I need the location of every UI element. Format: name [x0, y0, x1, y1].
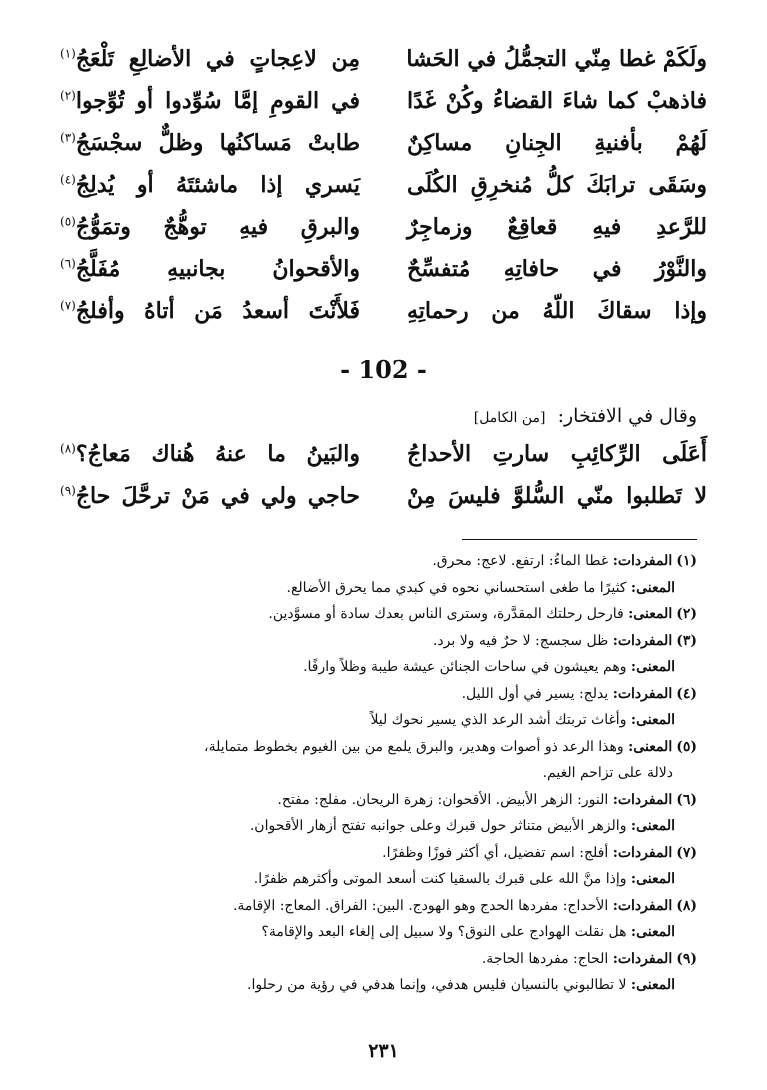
verse-line [60, 126, 707, 162]
verse-line [60, 437, 707, 473]
meter-label: [من الكامل] [473, 410, 546, 426]
footnote-entry: المعنى: وهم يعيشون في ساحات الجنائن عيشة طيبة وظلاً وارفًا. [303, 659, 675, 675]
verse-first-hemistich: وإذا سقاكَ اللّهُ من رحماتِهِ [407, 298, 707, 324]
verse-first-hemistich: ولَكَمْ غطا مِنّي التجمُّلُ في الحَشا [406, 46, 707, 72]
footnote-marker: (٥) [60, 214, 76, 229]
footnote-entry: (١)المفردات: غطا الماءُ: ارتفع. لاعج: محرق. [432, 553, 697, 569]
verse-second-hemistich: والبرقِ فيهِ توهُّجٌ وتمَوُّجُ$^{(٥)}$ [60, 214, 360, 240]
verse-line [60, 252, 707, 288]
footnote-entry: (٢)المعنى: فارحل رحلتك المقدَّرة، وسترى الناس بعدك سادة أو مسوَّدين. [268, 606, 697, 622]
footnote-marker: (١) [60, 46, 76, 61]
verse-first-hemistich: وسَقَى ترابَكَ كلُّ مُنخرِقِ الكُلَى [407, 172, 707, 198]
poem-number: - 102 - [340, 355, 427, 384]
footnote-entry: (٨)المفردات: الأحداج: مفردها الحدج وهو الهودج. البين: الفراق. المعاج: الإقامة. [232, 897, 697, 914]
verse-first-hemistich: لا تَطلبوا منّي السُّلوَّ فليسَ مِنْ [407, 483, 707, 509]
verse-line [60, 479, 707, 515]
verse-line [60, 210, 707, 246]
verse-line [60, 84, 707, 120]
verse-second-hemistich: في القومِ إمَّا سُوِّدوا أو تُوِّجوا$^{(٢)}$ [60, 88, 360, 114]
footnote-entry: المعنى: وأغاث تربتك أشد الرعد الذي يسير نحوك ليلاً [370, 712, 675, 728]
verse-second-hemistich: فَلأَنْتَ أسعدُ مَن أتاهُ وأفلجُ$^{(٧)}$ [60, 298, 360, 324]
verse-line [60, 168, 707, 204]
footnote-entry: المعنى: كثيرًا ما طغى استحساني نحوه في كبدي مما يحرق الأضالع. [286, 579, 675, 596]
footnote-entry: المعنى: والزهر الأبيض متناثر حول قبرك وعلى جوانبه تفتح أزهار الأقحوان. [249, 818, 675, 834]
footnote-divider [462, 539, 697, 540]
verse-second-hemistich: طابتْ مَساكنُها وظلٌّ سجْسَجُ$^{(٣)}$ [60, 130, 360, 156]
footnote-marker: (٨) [60, 441, 76, 456]
verse-line [60, 42, 707, 78]
verse-second-hemistich: حاجي ولي في مَنْ ترحَّلَ حاجُ$^{(٩)}$ [60, 483, 360, 509]
footnote-entry: المعنى: وإذا منَّ الله على قبرك بالسقيا كنت أسعد الموتى وأكثرهم ظفرًا. [253, 871, 675, 887]
verse-second-hemistich: يَسري إذا ماشئتَهُ أو يُدلِجُ$^{(٤)}$ [60, 172, 360, 198]
intro-text: وقال في الافتخار: [557, 405, 697, 427]
verse-first-hemistich: لَهُمْ بأفنيةِ الجِنانِ مساكِنٌ [407, 130, 707, 156]
footnote-entry: (٤)المفردات: يدلج: يسير في أول الليل. [461, 685, 697, 702]
verse-second-hemistich: مِن لاعِجاتٍ في الأضالِعِ تَلْعَجُ$^{(١)}$ [60, 46, 360, 72]
footnote-entry: (٣)المفردات: ظل سجسج: لا حرٌ فيه ولا برد. [432, 632, 697, 649]
footnote-marker: (٤) [60, 172, 76, 187]
verse-first-hemistich: فاذهبْ كما شاءَ القضاءُ وكُنْ غَدًا [407, 88, 707, 114]
footnote-entry: (٩)المفردات: الحاج: مفردها الحاجة. [481, 950, 697, 967]
page-number: ٢٣١ [368, 1040, 399, 1062]
poem-intro [474, 402, 697, 432]
footnote-entry: (٧)المفردات: أفلج: اسم تفضيل، أي أكثر فوزًا وظفرًا. [382, 844, 697, 861]
verse-line [60, 294, 707, 330]
footnote-entry: المعنى: هل نقلت الهوادج على النوق؟ ولا سبيل إلى إلغاء البعد والإقامة؟ [261, 924, 675, 940]
footnote-marker: (٩) [60, 483, 76, 498]
footnote-entry: (٦)المفردات: النور: الزهر الأبيض. الأقحوان: زهرة الريحان. مفلج: مفتح. [277, 791, 697, 808]
verse-first-hemistich: والنَّوْرُ في حافاتِهِ مُتفسِّحٌ [407, 256, 707, 282]
verse-second-hemistich: والأقحوانُ بجانبيهِ مُفَلَّجُ$^{(٦)}$ [60, 256, 360, 282]
footnote-marker: (٣) [60, 130, 76, 145]
footnote-entry: المعنى: لا تطالبوني بالنسيان فليس هدفي، وإنما هدفي في رؤية من رحلوا. [247, 977, 675, 993]
verse-first-hemistich: للرَّعدِ فيهِ قعاقِعٌ وزماجِرٌ [407, 214, 707, 240]
verse-first-hemistich: أَعَلَى الرِّكائِبِ سارتِ الأحداجُ [407, 441, 707, 467]
verse-second-hemistich: والبَينُ ما عنهُ هُناك مَعاجُ؟$^{(٨)}$ [60, 441, 360, 467]
footnote-entry: (٥)المعنى: وهذا الرعد ذو أصوات وهدير، والبرق يلمع من بين الغيوم بخطوط متمايلة، [204, 738, 697, 755]
footnote-marker: (٢) [60, 88, 76, 103]
footnote-entry: دلالة على تزاحم الغيم. [542, 765, 673, 781]
footnote-marker: (٧) [60, 298, 76, 313]
footnotes [60, 548, 697, 999]
footnote-marker: (٦) [60, 256, 76, 271]
